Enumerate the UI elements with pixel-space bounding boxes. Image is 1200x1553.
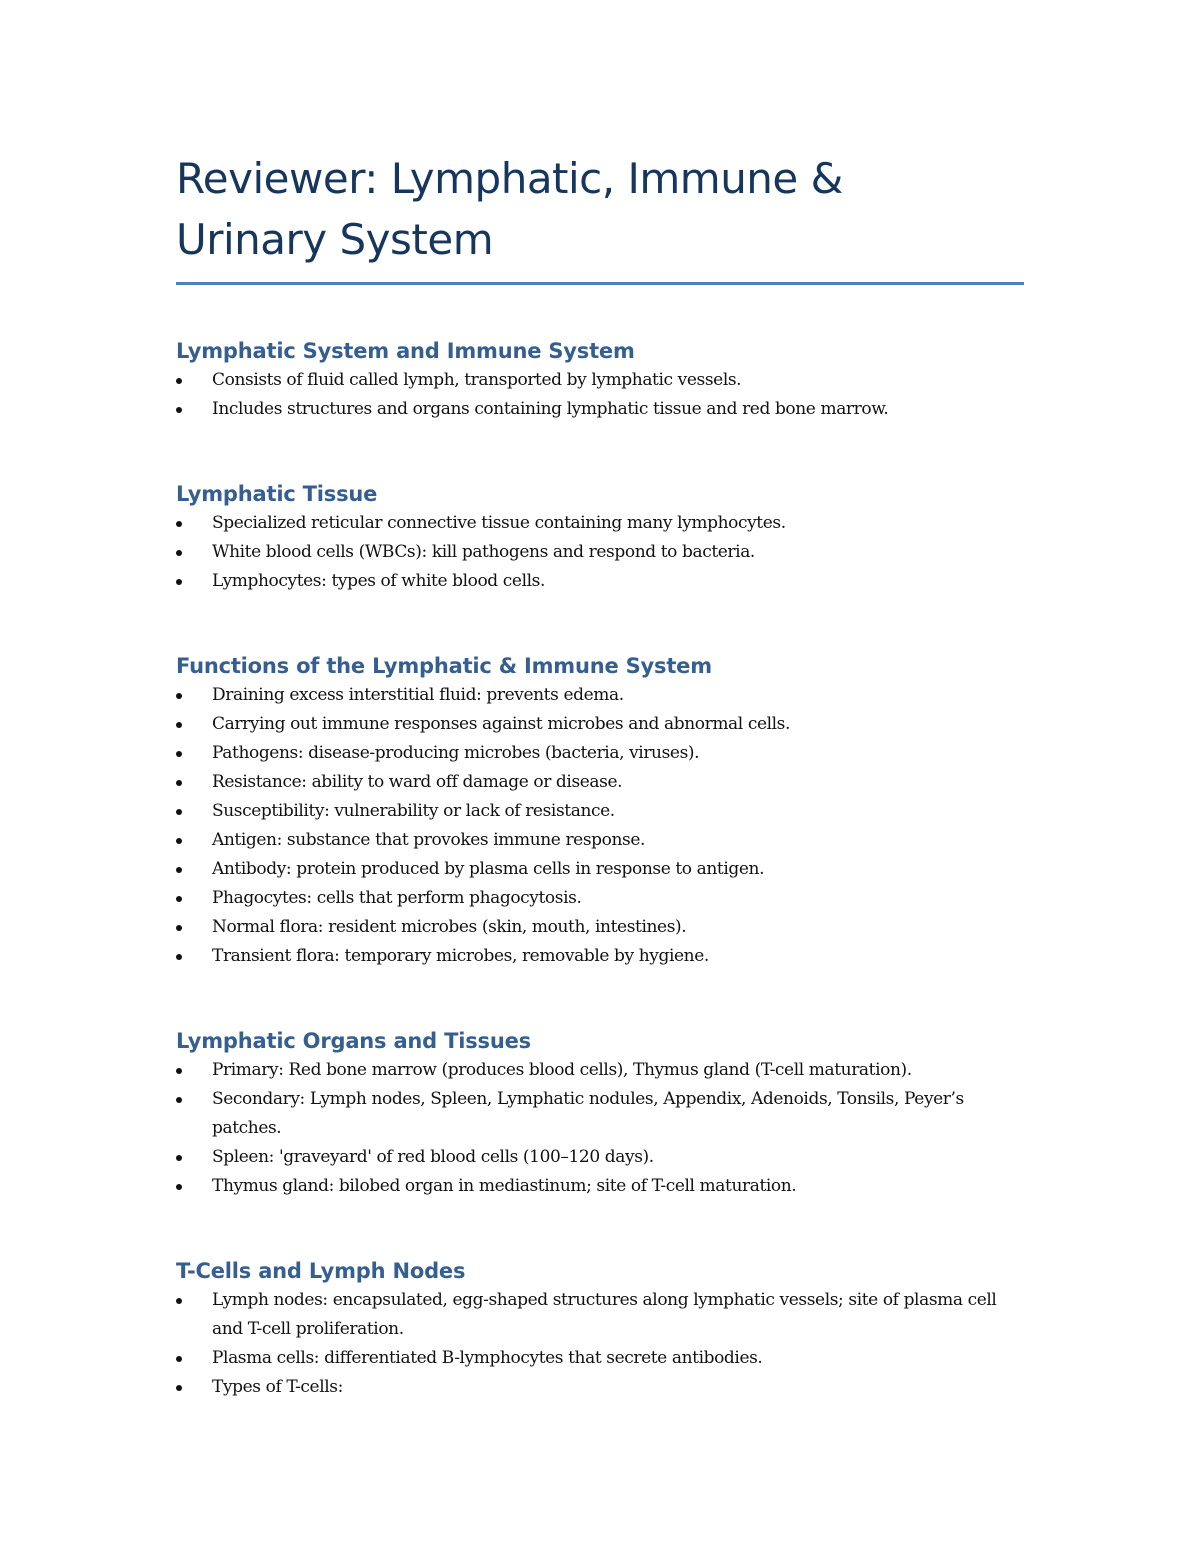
section-lymphatic-immune-system [176, 336, 1024, 424]
list-item: Pathogens: disease-producing microbes (bacteria, viruses). [176, 739, 1024, 768]
bullet-icon [176, 550, 182, 556]
list-item: Types of T-cells: [176, 1373, 1024, 1402]
bullet-icon [176, 867, 182, 873]
list-item: Antigen: substance that provokes immune response. [176, 826, 1024, 855]
list-item: Antibody: protein produced by plasma cells in response to antigen. [176, 855, 1024, 884]
bullet-icon [176, 1097, 182, 1103]
list-item: Normal flora: resident microbes (skin, mouth, intestines). [176, 913, 1024, 942]
bullet-icon [176, 1068, 182, 1074]
document-page [176, 148, 1024, 1402]
section-heading: T-Cells and Lymph Nodes [176, 1259, 466, 1283]
bullet-icon [176, 722, 182, 728]
bullet-icon [176, 896, 182, 902]
document-title [176, 148, 1024, 270]
list-item: Susceptibility: vulnerability or lack of resistance. [176, 797, 1024, 826]
list-item: Draining excess interstitial fluid: prevents edema. [176, 681, 1024, 710]
bullet-list [176, 1286, 1024, 1402]
list-item: Consists of fluid called lymph, transported by lymphatic vessels. [176, 366, 1024, 395]
section-lymphatic-tissue [176, 479, 1024, 596]
list-item: Phagocytes: cells that perform phagocytosis. [176, 884, 1024, 913]
title-line-2: Urinary System [176, 215, 494, 264]
bullet-list [176, 1056, 1024, 1201]
list-item: White blood cells (WBCs): kill pathogens and respond to bacteria. [176, 538, 1024, 567]
bullet-list [176, 509, 1024, 596]
bullet-icon [176, 1356, 182, 1362]
section-t-cells-lymph-nodes [176, 1256, 1024, 1402]
title-line-1: Reviewer: Lymphatic, Immune & [176, 154, 843, 203]
list-item: Primary: Red bone marrow (produces blood cells), Thymus gland (T-cell maturation). [176, 1056, 1024, 1085]
section-lymphatic-organs [176, 1026, 1024, 1201]
bullet-icon [176, 751, 182, 757]
bullet-icon [176, 809, 182, 815]
bullet-icon [176, 1298, 182, 1304]
bullet-icon [176, 954, 182, 960]
section-heading: Lymphatic Organs and Tissues [176, 1029, 531, 1053]
bullet-icon [176, 1184, 182, 1190]
bullet-list [176, 366, 1024, 424]
bullet-icon [176, 693, 182, 699]
list-item: Includes structures and organs containing lymphatic tissue and red bone marrow. [176, 395, 1024, 424]
bullet-icon [176, 780, 182, 786]
bullet-icon [176, 1155, 182, 1161]
list-item: Carrying out immune responses against microbes and abnormal cells. [176, 710, 1024, 739]
list-item: Spleen: 'graveyard' of red blood cells (100–120 days). [176, 1143, 1024, 1172]
list-item: Lymphocytes: types of white blood cells. [176, 567, 1024, 596]
list-item: Resistance: ability to ward off damage or disease. [176, 768, 1024, 797]
section-functions [176, 651, 1024, 971]
bullet-icon [176, 521, 182, 527]
list-item: Transient flora: temporary microbes, removable by hygiene. [176, 942, 1024, 971]
bullet-icon [176, 579, 182, 585]
list-item: Secondary: Lymph nodes, Spleen, Lymphatic nodules, Appendix, Adenoids, Tonsils, Peyer’s patches. [176, 1085, 1024, 1143]
section-heading: Functions of the Lymphatic & Immune System [176, 654, 712, 678]
section-heading: Lymphatic Tissue [176, 482, 378, 506]
list-item: Specialized reticular connective tissue containing many lymphocytes. [176, 509, 1024, 538]
list-item: Thymus gland: bilobed organ in mediastinum; site of T-cell maturation. [176, 1172, 1024, 1201]
list-item: Lymph nodes: encapsulated, egg-shaped structures along lymphatic vessels; site of plasma cell and T-cell proliferation. [176, 1286, 1024, 1344]
section-heading: Lymphatic System and Immune System [176, 339, 635, 363]
bullet-icon [176, 407, 182, 413]
bullet-icon [176, 838, 182, 844]
list-item: Plasma cells: differentiated B-lymphocytes that secrete antibodies. [176, 1344, 1024, 1373]
bullet-icon [176, 1385, 182, 1391]
title-underline [176, 282, 1024, 285]
bullet-icon [176, 378, 182, 384]
bullet-list [176, 681, 1024, 971]
bullet-icon [176, 925, 182, 931]
